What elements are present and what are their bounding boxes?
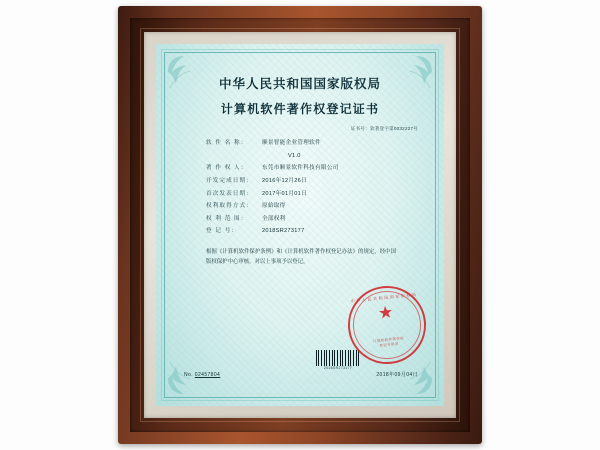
field-value: 东莞市顺景软件科技有限公司 xyxy=(262,165,339,172)
barcode-label: 2018SR273177 xyxy=(323,366,353,370)
field-label: 权利取得方式： xyxy=(206,203,253,210)
field-row xyxy=(206,140,412,146)
field-row xyxy=(206,153,412,159)
seal-lines xyxy=(352,334,427,352)
field-label: 登 记 号： xyxy=(206,228,239,235)
frame-mat xyxy=(144,32,456,418)
field-row xyxy=(206,228,412,234)
field-label: 软 件 名 称： xyxy=(206,140,248,146)
seal-star-icon: ★ xyxy=(377,302,395,323)
field-row xyxy=(206,191,412,197)
field-label: 开发完成日期： xyxy=(206,177,253,184)
serial-number-prefix: No. xyxy=(184,372,193,378)
picture-frame xyxy=(118,6,482,444)
certificate-number xyxy=(178,126,422,132)
field-label: 首次发表日期： xyxy=(206,190,253,197)
seal-line: 登记专用章 xyxy=(379,341,399,348)
certificate-number-value: 软著登字第0032227号 xyxy=(369,126,418,131)
serial-number xyxy=(184,372,220,378)
field-row xyxy=(206,178,412,184)
field-label: 著 作 权 人： xyxy=(206,165,248,172)
seal-arc-text: 中华人民共和国国家版权局 xyxy=(350,291,418,304)
field-list xyxy=(178,140,422,235)
field-value: V1.0 xyxy=(288,152,301,159)
serial-number-value: 02457804 xyxy=(194,372,221,378)
field-row xyxy=(206,203,412,209)
certificate-number-label: 证书号： xyxy=(350,126,370,131)
certificate-document xyxy=(156,44,444,406)
seal-line: 计算机软件著作权 xyxy=(372,335,405,344)
certificate-body xyxy=(156,44,444,406)
issue-date: 2018年09月04日 xyxy=(376,372,418,378)
field-value: 2018SR273177 xyxy=(262,228,305,235)
document-title: 计算机软件著作权登记证书 xyxy=(220,102,380,116)
field-row xyxy=(206,216,412,222)
field-row xyxy=(206,165,412,171)
field-value: 顺景智能企业管理软件 xyxy=(262,140,321,146)
field-value: 原始取得 xyxy=(262,203,286,210)
field-label: 权 利 范 围： xyxy=(206,215,248,222)
field-value: 2017年01月01日 xyxy=(262,190,307,197)
field-value: 全部权利 xyxy=(262,215,286,222)
legal-statement: 根据《计算机软件保护条例》和《计算机软件著作权登记办法》的规定，经中国版权保护中心审核，对以上事项予以登记。 xyxy=(206,248,396,265)
field-value: 2016年12月26日 xyxy=(262,177,307,184)
barcode xyxy=(316,350,360,366)
issuer-title: 中华人民共和国国家版权局 xyxy=(218,77,381,91)
